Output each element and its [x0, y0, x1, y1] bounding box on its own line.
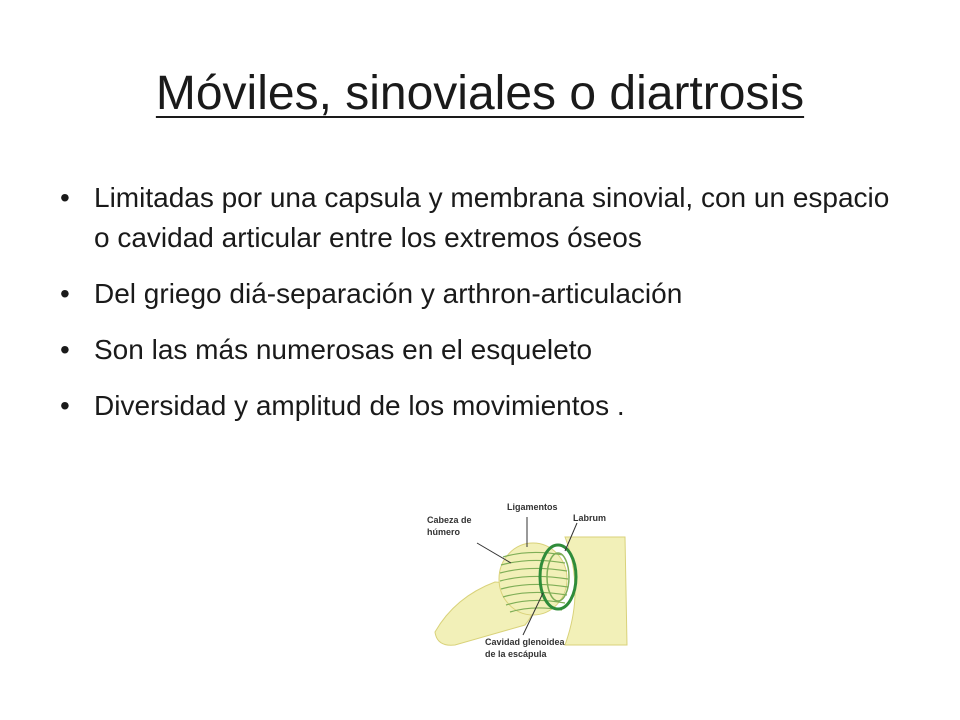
- bullet-dot-icon: •: [60, 182, 70, 213]
- label-cavidad-line2: de la escápula: [485, 649, 547, 659]
- label-labrum: Labrum: [573, 513, 607, 523]
- label-cabeza-line1: Cabeza de: [427, 515, 472, 525]
- shoulder-joint-illustration: [415, 497, 640, 665]
- label-cavidad-line1: Cavidad glenoidea: [485, 637, 565, 647]
- shoulder-joint-svg: [415, 497, 640, 665]
- label-cabeza-line2: húmero: [427, 527, 461, 537]
- bullet-item: [58, 330, 908, 370]
- label-ligamentos: Ligamentos: [507, 502, 558, 512]
- bullet-dot-icon: •: [60, 334, 70, 365]
- slide-title: Móviles, sinoviales o diartrosis: [155, 67, 805, 120]
- bullet-list: [58, 178, 908, 442]
- bullet-text: Son las más numerosas en el esqueleto: [94, 334, 593, 365]
- bullet-item: [58, 178, 908, 258]
- bullet-dot-icon: •: [60, 278, 70, 309]
- bullet-text: Limitadas por una capsula y membrana sinovial, con un espacio o cavidad articular entre los extremos óseos: [94, 182, 890, 253]
- bullet-text: Diversidad y amplitud de los movimientos .: [94, 390, 625, 421]
- bullet-item: [58, 274, 908, 314]
- bullet-dot-icon: •: [60, 390, 70, 421]
- bullet-item: [58, 386, 908, 426]
- bullet-text: Del griego diá-separación y arthron-articulación: [94, 278, 683, 309]
